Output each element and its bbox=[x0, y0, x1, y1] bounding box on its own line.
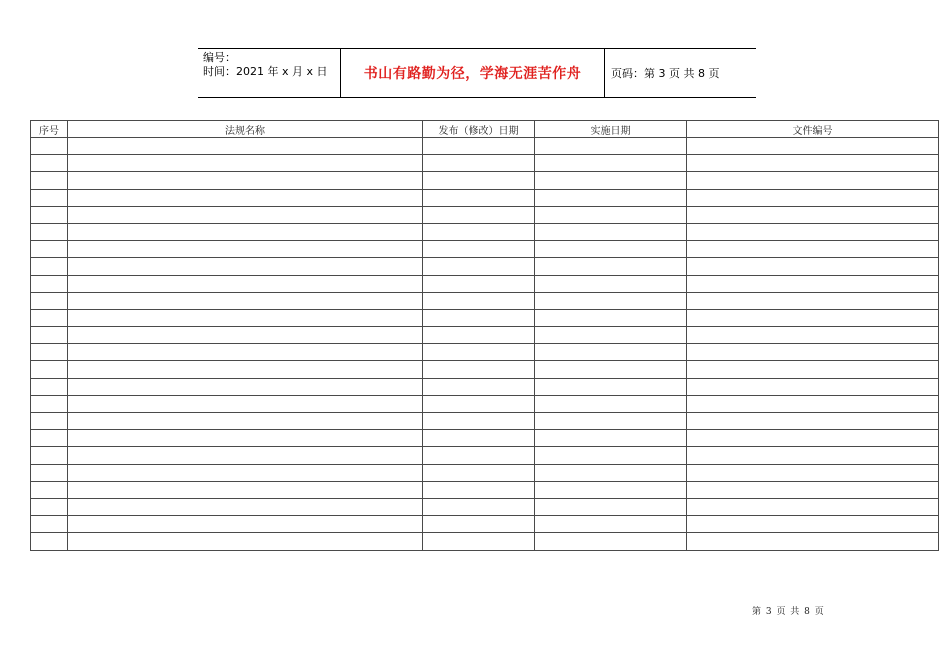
table-row bbox=[31, 430, 939, 447]
table-cell bbox=[31, 361, 68, 378]
table-cell bbox=[31, 395, 68, 412]
table-cell bbox=[31, 206, 68, 223]
table-cell bbox=[423, 361, 535, 378]
table-cell bbox=[68, 395, 423, 412]
table-cell bbox=[535, 172, 687, 189]
table-cell bbox=[687, 172, 939, 189]
table-cell bbox=[68, 155, 423, 172]
table-cell bbox=[535, 498, 687, 515]
table-cell bbox=[68, 309, 423, 326]
header-motto: 书山有路勤为径，学海无涯苦作舟 bbox=[363, 66, 582, 82]
table-cell bbox=[68, 498, 423, 515]
table-cell bbox=[68, 481, 423, 498]
table-cell bbox=[687, 206, 939, 223]
table-cell bbox=[687, 309, 939, 326]
column-header-publish-date: 发布（修改）日期 bbox=[423, 121, 535, 138]
table-cell bbox=[68, 464, 423, 481]
column-header-document-number: 文件编号 bbox=[687, 121, 939, 138]
table-cell bbox=[31, 275, 68, 292]
table-cell bbox=[423, 395, 535, 412]
table-cell bbox=[687, 430, 939, 447]
table-cell bbox=[423, 309, 535, 326]
table-cell bbox=[687, 361, 939, 378]
table-header-row bbox=[31, 121, 939, 138]
table-cell bbox=[31, 292, 68, 309]
table-cell bbox=[535, 206, 687, 223]
table-row bbox=[31, 258, 939, 275]
column-header-index: 序号 bbox=[31, 121, 68, 138]
table-cell bbox=[68, 258, 423, 275]
table-cell bbox=[68, 275, 423, 292]
table-cell bbox=[423, 378, 535, 395]
table-cell bbox=[535, 516, 687, 533]
table-row bbox=[31, 361, 939, 378]
table-cell bbox=[423, 258, 535, 275]
table-cell bbox=[31, 344, 68, 361]
table-cell bbox=[535, 223, 687, 240]
table-cell bbox=[423, 464, 535, 481]
table-cell bbox=[687, 395, 939, 412]
table-cell bbox=[31, 447, 68, 464]
table-cell bbox=[687, 223, 939, 240]
table-cell bbox=[31, 327, 68, 344]
table-row bbox=[31, 155, 939, 172]
header-divider bbox=[604, 49, 605, 97]
table-cell bbox=[423, 516, 535, 533]
table-cell bbox=[68, 361, 423, 378]
table-body bbox=[31, 138, 939, 551]
header-meta bbox=[203, 51, 328, 79]
table-row bbox=[31, 138, 939, 155]
table-cell bbox=[687, 447, 939, 464]
table-cell bbox=[31, 189, 68, 206]
table-row bbox=[31, 223, 939, 240]
table-cell bbox=[423, 533, 535, 550]
table-cell bbox=[687, 327, 939, 344]
table-cell bbox=[423, 413, 535, 430]
table-cell bbox=[687, 258, 939, 275]
table-row bbox=[31, 481, 939, 498]
table-cell bbox=[68, 189, 423, 206]
table-row bbox=[31, 292, 939, 309]
column-header-regulation-name: 法规名称 bbox=[68, 121, 423, 138]
table-cell bbox=[31, 258, 68, 275]
table-cell bbox=[535, 464, 687, 481]
table-cell bbox=[423, 189, 535, 206]
table-cell bbox=[687, 413, 939, 430]
table-cell bbox=[535, 241, 687, 258]
table-cell bbox=[423, 172, 535, 189]
header-page-info: 页码：第 3 页 共 8 页 bbox=[611, 67, 720, 80]
table-cell bbox=[31, 223, 68, 240]
table-cell bbox=[535, 155, 687, 172]
code-label: 编号： bbox=[203, 51, 236, 64]
table-cell bbox=[68, 516, 423, 533]
table-cell bbox=[31, 413, 68, 430]
table-row bbox=[31, 378, 939, 395]
table-row bbox=[31, 464, 939, 481]
table-cell bbox=[535, 344, 687, 361]
table-cell bbox=[423, 241, 535, 258]
table-cell bbox=[31, 430, 68, 447]
table-cell bbox=[535, 189, 687, 206]
table-cell bbox=[687, 241, 939, 258]
table-cell bbox=[687, 498, 939, 515]
table-cell bbox=[687, 481, 939, 498]
table-cell bbox=[687, 138, 939, 155]
regulations-table bbox=[30, 120, 939, 551]
table-cell bbox=[535, 309, 687, 326]
table-row bbox=[31, 447, 939, 464]
table-row bbox=[31, 206, 939, 223]
table-cell bbox=[31, 516, 68, 533]
table-cell bbox=[423, 206, 535, 223]
table-cell bbox=[535, 292, 687, 309]
table-cell bbox=[31, 378, 68, 395]
table-cell bbox=[423, 498, 535, 515]
table-cell bbox=[687, 464, 939, 481]
table-cell bbox=[423, 138, 535, 155]
table-row bbox=[31, 309, 939, 326]
table-cell bbox=[535, 378, 687, 395]
table-cell bbox=[687, 533, 939, 550]
table-cell bbox=[423, 481, 535, 498]
table-cell bbox=[68, 344, 423, 361]
table-cell bbox=[535, 430, 687, 447]
document-header bbox=[198, 48, 756, 98]
table-cell bbox=[68, 327, 423, 344]
table-cell bbox=[535, 275, 687, 292]
table-row bbox=[31, 516, 939, 533]
table-cell bbox=[68, 447, 423, 464]
table-cell bbox=[68, 292, 423, 309]
table-cell bbox=[423, 155, 535, 172]
table-cell bbox=[31, 172, 68, 189]
table-row bbox=[31, 275, 939, 292]
column-header-effective-date: 实施日期 bbox=[535, 121, 687, 138]
table-row bbox=[31, 172, 939, 189]
table-row bbox=[31, 327, 939, 344]
table-cell bbox=[535, 361, 687, 378]
table-cell bbox=[687, 292, 939, 309]
table-cell bbox=[535, 395, 687, 412]
table-cell bbox=[423, 327, 535, 344]
table-cell bbox=[68, 172, 423, 189]
table-row bbox=[31, 189, 939, 206]
table-cell bbox=[31, 498, 68, 515]
page-footer: 第 3 页 共 8 页 bbox=[752, 607, 824, 617]
table-cell bbox=[535, 138, 687, 155]
table-row bbox=[31, 498, 939, 515]
table-cell bbox=[423, 344, 535, 361]
table-cell bbox=[687, 275, 939, 292]
table-cell bbox=[687, 155, 939, 172]
table-cell bbox=[68, 430, 423, 447]
table-cell bbox=[68, 206, 423, 223]
table-cell bbox=[68, 378, 423, 395]
table-cell bbox=[535, 413, 687, 430]
table-cell bbox=[535, 481, 687, 498]
table-cell bbox=[535, 258, 687, 275]
time-label: 时间：2021 年 x 月 x 日 bbox=[203, 65, 328, 78]
table-cell bbox=[31, 138, 68, 155]
table-cell bbox=[68, 223, 423, 240]
table-row bbox=[31, 344, 939, 361]
table-cell bbox=[31, 241, 68, 258]
table-cell bbox=[687, 516, 939, 533]
table-cell bbox=[535, 533, 687, 550]
table-cell bbox=[423, 430, 535, 447]
table-cell bbox=[68, 413, 423, 430]
table-cell bbox=[31, 155, 68, 172]
table-row bbox=[31, 533, 939, 550]
table-cell bbox=[31, 309, 68, 326]
table-cell bbox=[31, 464, 68, 481]
table-cell bbox=[423, 292, 535, 309]
table-cell bbox=[423, 275, 535, 292]
table-cell bbox=[535, 447, 687, 464]
table-cell bbox=[535, 327, 687, 344]
table-cell bbox=[687, 344, 939, 361]
table-row bbox=[31, 413, 939, 430]
table-cell bbox=[687, 378, 939, 395]
table-cell bbox=[423, 223, 535, 240]
table-cell bbox=[68, 533, 423, 550]
table-cell bbox=[68, 241, 423, 258]
table-row bbox=[31, 395, 939, 412]
table-row bbox=[31, 241, 939, 258]
table-cell bbox=[687, 189, 939, 206]
table-cell bbox=[31, 533, 68, 550]
table-cell bbox=[423, 447, 535, 464]
table-cell bbox=[31, 481, 68, 498]
table-cell bbox=[68, 138, 423, 155]
